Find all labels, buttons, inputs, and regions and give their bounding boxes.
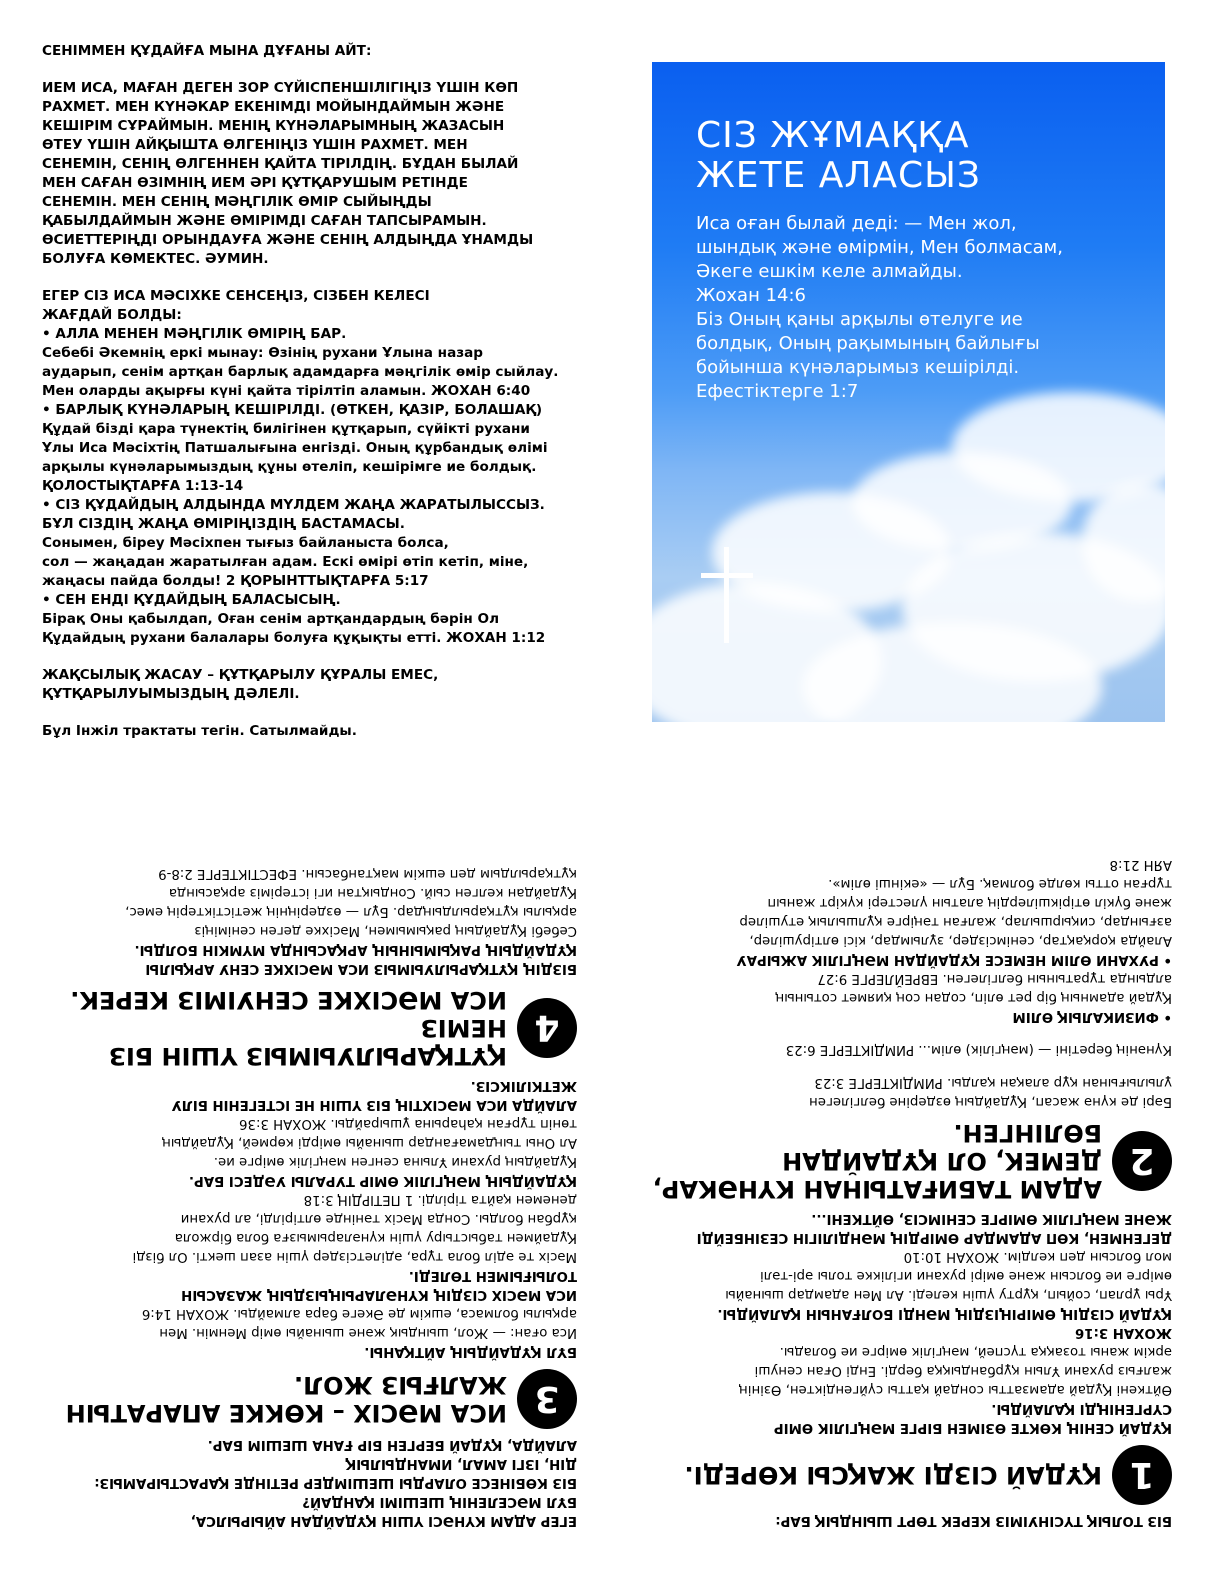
text-line: жалғыз рухани Ұлын құрбандыққа берді. Енді Оған сенуші bbox=[754, 1363, 1172, 1378]
prayer-line: КЕШІРІМ СҰРАЙМЫН. МЕНІҢ КҮНӘЛАРЫМНЫҢ ЖАЗАСЫН bbox=[42, 118, 505, 134]
body-line: жаңасы пайда болды! 2 ҚОРЫНТТЫҚТАРҒА 5:17 bbox=[42, 573, 429, 589]
text-line: • ФИЗИКАЛЫҚ ӨЛІМ bbox=[1012, 1009, 1172, 1024]
panel-truths-3-4 bbox=[32, 820, 577, 1530]
heading-3 bbox=[32, 1369, 577, 1429]
prayer-line: СЕНЕМІН. МЕН СЕНІҢ МӘҢГІЛІК ӨМІР СЫЙЫҢДЫ bbox=[42, 194, 432, 210]
body-line: • СІЗ ҚҰДАЙДЫҢ АЛДЫНДА МҮЛДЕМ ЖАҢА ЖАРАТЫЛЫССЫЗ. bbox=[42, 497, 545, 513]
cover-verse bbox=[696, 212, 1146, 404]
prayer-heading: СЕНІММЕН ҚҰДАЙҒА МЫНА ДҰҒАНЫ АЙТ: bbox=[42, 43, 372, 59]
body-line: Ұлы Иса Мәсіхтің Патшалығына енгізді. Оның құрбандық өлімі bbox=[42, 440, 548, 456]
text-line: құрбан болды. Сонда Мәсіх тәнінде өлтірілді, ал рухани bbox=[180, 1211, 577, 1226]
heading-text bbox=[32, 986, 507, 1070]
cover-title: СІЗ ЖҰМАҚҚА ЖЕТЕ АЛАСЫЗ bbox=[696, 115, 982, 196]
heading-line: ИСА МӘСІХКЕ СЕНУІМІЗ КЕРЕК. bbox=[70, 986, 507, 1014]
text-line: өмірге ие болсын және өмірі рухани игілікке толы әрі-тәлі bbox=[759, 1268, 1172, 1283]
text-line: азғындар, сиқыршылар, жалған тәңірге құлшылық етушілер bbox=[739, 914, 1172, 929]
text-line: ҚҰДАЙ СІЗДІҢ ӨМІРІҢІЗДІҢ МӘНДІ БОЛҒАНЫН ҚАЛАЙДЫ. bbox=[717, 1306, 1172, 1321]
text-line: денемен қайта тірілді. 1 ПЕТІРДІҢ 3:18 bbox=[303, 1192, 577, 1207]
text-line: БІЗДІҢ ҚҰТҚАРЫЛУЫМЫЗ ИСА МӘСІХКЕ СЕНУ АРҚЫЛЫ bbox=[145, 961, 577, 976]
cover-panel bbox=[652, 62, 1165, 722]
body-line: ҚОЛОСТЫҚТАРҒА 1:13-14 bbox=[42, 478, 244, 494]
text-line: Құдай адамның бір рет өліп, содан соң қиямет сотының bbox=[775, 990, 1172, 1005]
text-line: құтқарылдым деп ешкім мақтанбасын. ЕФЕСТІКТЕРГЕ 2:8-9 bbox=[158, 866, 577, 881]
text-line: төніп тұрған қаһарына ұшырайды. ЖОХАН 3:36 bbox=[239, 1116, 577, 1131]
cross-icon-bar bbox=[701, 573, 753, 578]
text-line: Өйткені Құдай адамзатты сондай қатты сүйгендіктен, Өзінің bbox=[739, 1382, 1172, 1397]
text-line: және бүкіл өтірікшілердің алатын үлестері күкірт жанып bbox=[767, 895, 1172, 910]
prayer-line: ӨТЕУ ҮШІН АЙҚЫШТА ӨЛГЕНІҢІЗ ҮШІН РАХМЕТ. МЕН bbox=[42, 137, 468, 153]
text-line: Құдаймен табыстыру үшін күнәларымызға бола біржола bbox=[174, 1230, 577, 1245]
heading-text bbox=[632, 1119, 1102, 1203]
number-badge: 4 bbox=[517, 998, 577, 1058]
text-line: Құдайдың рухани Ұлына сенген мәңгілік өмірге ие. bbox=[213, 1154, 577, 1169]
text-line: АЛАЙДА ИСА МӘСІХТІҢ БІЗ ҮШІН НЕ ІСТЕГЕНІН БІЛУ bbox=[171, 1097, 577, 1112]
text-line: мол болсын деп келдім. ЖОХАН 10:10 bbox=[903, 1249, 1172, 1264]
text-line: арқылы болмаса, ешкім де Әкеге бара алмайды. ЖОХАН 14:6 bbox=[141, 1306, 577, 1321]
text-line: ЖӘНЕ МӘҢГІЛІК ӨМІРГЕ СЕНІМСІЗ, ӨЙТКЕНІ... bbox=[811, 1211, 1172, 1226]
prayer-text bbox=[42, 79, 602, 269]
text-line: ТОЛЫҒЫМЕН ТӨЛЕДІ. bbox=[408, 1268, 577, 1283]
text-line: ЖЕТКІЛІКСІЗ. bbox=[470, 1078, 577, 1093]
intro-line: БІЗ ТОЛЫҚ ТҮСІНУІМІЗ КЕРЕК ТӨРТ ШЫНДЫҚ БАР: bbox=[775, 1513, 1172, 1528]
text-line: БҰЛ ҚҰДАЙДЫҢ АЙТҚАНЫ. bbox=[364, 1344, 577, 1359]
body-line: Бірақ Оны қабылдап, Оған сенім артқандардың бәрін Ол bbox=[42, 611, 500, 627]
prayer-line: БОЛУҒА КӨМЕКТЕС. ӘУМИН. bbox=[42, 251, 269, 267]
tract-footer: Бұл Інжіл трактаты тегін. Сатылмайды. bbox=[42, 723, 357, 739]
text-line: Бәрі де күнә жасап, Құдайдың өздеріне белгілеген bbox=[809, 1094, 1172, 1109]
text-line: Алайда қорқақтар, сенімсіздер, зұлымдар, кісі өлтірушілер, bbox=[749, 933, 1172, 948]
text-line: Иса оған: — Жол, шындық және шынайы өмір Менмін. Мен bbox=[159, 1325, 577, 1340]
text-line: БІЗ КӨБІНЕСЕ ОЛАРДЫ ШЕШІМДЕР РЕТІНДЕ ҚАРАСТЫРАМЫЗ: bbox=[94, 1475, 577, 1490]
verse-line: Әкеге ешкім келе алмайды. bbox=[696, 261, 963, 282]
heading-1 bbox=[632, 1445, 1172, 1505]
prayer-line: ҚАБЫЛДАЙМЫН ЖӘНЕ ӨМІРІМДІ САҒАН ТАПСЫРАМЫН. bbox=[42, 213, 487, 229]
cross-icon bbox=[724, 547, 729, 643]
heading-line: ДЕМЕК, ОЛ ҚҰДАЙДАН БӨЛІНГЕН. bbox=[782, 1119, 1102, 1175]
body-line: арқылы күнәларымыздың құны өтеліп, кешірімге ие болдық. bbox=[42, 459, 537, 475]
heading-line: АДАМ ТАБИҒАТЫНАН КҮНӘКАР, bbox=[652, 1175, 1102, 1203]
works-line: ЖАҚСЫЛЫҚ ЖАСАУ – ҚҰТҚАРЫЛУ ҚҰРАЛЫ ЕМЕС, bbox=[42, 667, 439, 683]
text-line: әркім жаны тозаққа түспей, мәңгілік өмірге ие болады. bbox=[779, 1344, 1172, 1359]
prayer-line: ӨСИЕТТЕРІҢДІ ОРЫНДАУҒА ЖӘНЕ СЕНІҢ АЛДЫҢДА ҰНАМДЫ bbox=[42, 232, 534, 248]
text-line: алдында тұратынын белгілеген. ЕВРЕЙЛЕРГЕ 9:27 bbox=[817, 971, 1172, 986]
text-line: ЕГЕР АДАМ КҮНӘСІ ҮШІН ҚҰДАЙДАН АЙЫРЫЛСА, bbox=[190, 1513, 577, 1528]
if-believe-block bbox=[42, 287, 602, 648]
body-line: • СЕН ЕНДІ ҚҰДАЙДЫҢ БАЛАСЫСЫҢ. bbox=[42, 592, 341, 608]
body-line: сол — жаңадан жаратылған адам. Ескі өмірі өтіп кетіп, міне, bbox=[42, 554, 529, 570]
panel-truths-1-2 bbox=[632, 820, 1172, 1530]
text-line: Ұры ұрлап, сойып, құрту үшін келеді. Ал Мен адамдар шынайы bbox=[725, 1287, 1172, 1302]
text-line: ДІН, ІЗГІ АМАЛ, ИМАНДЫЛЫҚ bbox=[345, 1456, 577, 1471]
text-line: ИСА МӘСІХ СІЗДІҢ КҮНӘЛАРЫҢЫЗДЫҢ ЖАЗАСЫН bbox=[181, 1287, 577, 1302]
verse-line: Жохан 14:6 bbox=[696, 285, 806, 306]
text-line: Ал Оны тыңдамағандар шынайы өмірді көрмей, Құдайдың bbox=[162, 1135, 577, 1150]
number-badge: 2 bbox=[1112, 1131, 1172, 1191]
heading-line: ИСА МӘСІХ – КӨККЕ АПАРАТЫН bbox=[65, 1399, 507, 1427]
text-line: Мәсіх те әділ бола тұра, әділетсіздер үшін азап шекті. Ол бізді bbox=[132, 1249, 577, 1264]
number-badge: 3 bbox=[517, 1369, 577, 1429]
verse-line: Ефестіктерге 1:7 bbox=[696, 381, 859, 402]
text-line: ҚҰДАЙДЫҢ РАҚЫМЫНЫҢ АРҚАСЫНДА МҮМКІН БОЛДЫ. bbox=[134, 942, 577, 957]
if-line: ЖАҒДАЙ БОЛДЫ: bbox=[42, 307, 182, 323]
prayer-line: СЕНЕМІН, СЕНІҢ ӨЛГЕННЕН ҚАЙТА ТІРІЛДІҢ. БҰДАН БЫЛАЙ bbox=[42, 156, 519, 172]
heading-line: ҚҰТҚАРЫЛУЫМЫЗ ҮШІН БІЗ НЕМІЗ bbox=[108, 1014, 507, 1070]
number-badge: 1 bbox=[1112, 1445, 1172, 1505]
body-line: • БАРЛЫҚ КҮНӘЛАРЫҢ КЕШІРІЛДІ. (ӨТКЕН, ҚАЗІР, БОЛАШАҚ) bbox=[42, 402, 543, 418]
text-line: арқылы құтқарылдыңдар. Бұл — өздеріңнің жетістіктерің емес, bbox=[125, 904, 577, 919]
works-line: ҚҰТҚАРЫЛУЫМЫЗДЫҢ ДӘЛЕЛІ. bbox=[42, 686, 300, 702]
text-line: Құдайдан келген сый. Сондықтан игі істеріміз арқасында bbox=[168, 885, 577, 900]
text-line: тұрған отты көлде болмақ. Бұл — «екінші өлім». bbox=[828, 876, 1172, 891]
body-line: БҰЛ СІЗДІҢ ЖАҢА ӨМІРІҢІЗДІҢ БАСТАМАСЫ. bbox=[42, 516, 405, 532]
works-block bbox=[42, 666, 602, 704]
text-line: ҚҰДАЙДЫҢ МӘҢГІЛІК ӨМІР ТУРАЛЫ УӘДЕСІ БАР. bbox=[189, 1173, 577, 1188]
text-line: ДЕГЕНМЕН, КӨП АДАМДАР ӨМІРДІҢ МӘНДІЛІГІН СЕЗІНБЕЙДІ bbox=[696, 1230, 1172, 1245]
text-line: ҚҰДАЙ СЕНІҢ КӨКТЕ ӨЗІМЕН БІРГЕ МӘҢГІЛІК ӨМІР bbox=[773, 1420, 1172, 1435]
text-line: Себебі Құдайдың рақымымен, Мәсіхке деген сеніміңіз bbox=[194, 923, 577, 938]
heading-line: ЖАЛҒЫЗ ЖОЛ. bbox=[294, 1371, 507, 1399]
body-line: • АЛЛА МЕНЕН МӘҢГІЛІК ӨМІРІҢ БАР. bbox=[42, 326, 347, 342]
body-line: Себебі Әкемнің еркі мынау: Өзінің рухани Ұлына назар bbox=[42, 345, 484, 361]
heading-text bbox=[66, 1371, 507, 1427]
prayer-line: ИЕМ ИСА, МАҒАН ДЕГЕН ЗОР СҮЙІСПЕНШІЛІГІҢІЗ ҮШІН КӨП bbox=[42, 80, 519, 96]
verse-line: Иса оған былай деді: — Мен жол, bbox=[696, 213, 1017, 234]
heading-4 bbox=[32, 986, 577, 1070]
verse-line: Біз Оның қаны арқылы өтелуге ие bbox=[696, 309, 1023, 330]
verse-line: бойынша күнәларымыз кешірілді. bbox=[696, 357, 1020, 378]
prayer-section bbox=[42, 42, 602, 759]
text-line: СҮРГЕНІҢДІ ҚАЛАЙДЫ. bbox=[991, 1401, 1172, 1416]
prayer-line: РАХМЕТ. МЕН КҮНӘКАР ЕКЕНІМДІ МОЙЫНДАЙМЫН ЖӘНЕ bbox=[42, 99, 505, 115]
body-line: Сонымен, біреу Мәсіхпен тығыз байланыста болса, bbox=[42, 535, 449, 551]
body-line: Мен оларды ақырғы күні қайта тірілтіп аламын. ЖОХАН 6:40 bbox=[42, 383, 531, 399]
body-line: Құдайдың рухани балалары болуға құқықты етті. ЖОХАН 1:12 bbox=[42, 630, 546, 646]
heading-2 bbox=[632, 1119, 1172, 1203]
text-line: АЛАЙДА, ҚҰДАЙ БЕРГЕН БІР ҒАНА ШЕШІМ БАР. bbox=[207, 1437, 577, 1452]
verse-line: шындық және өмірмін, Мен болмасам, bbox=[696, 237, 1063, 258]
if-line: ЕГЕР СІЗ ИСА МӘСІХКЕ СЕНСЕҢІЗ, СІЗБЕН КЕЛЕСІ bbox=[42, 288, 430, 304]
heading-text: ҚҰДАЙ СІЗДІ ЖАҚСЫ КӨРЕДІ. bbox=[684, 1461, 1102, 1489]
prayer-line: МЕН САҒАН ӨЗІМНІҢ ИЕМ ӘРІ ҚҰТҚАРУШЫМ РЕТІНДЕ bbox=[42, 175, 468, 191]
body-line: Құдай бізді қара түнектің билігінен құтқарып, сүйікті рухани bbox=[42, 421, 530, 437]
text-line: АЯН 21:8 bbox=[1109, 857, 1172, 872]
text-line: ЖОХАН 3:16 bbox=[1075, 1325, 1172, 1340]
text-line: • РУХАНИ ӨЛІМ НЕМЕСЕ ҚҰДАЙДАН МӘҢГІЛІК АЖЫРАУ bbox=[736, 952, 1172, 967]
text-line: ұлылығынан құр алақан қалды. РИМДІКТЕРГЕ 3:23 bbox=[814, 1075, 1172, 1090]
body-line: аударып, сенім артқан барлық адамдарға мәңгілік өмір сыйлау. bbox=[42, 364, 559, 380]
text-line: Күнәнің беретіні — (мәңгілік) өлім... РИМДІКТЕРГЕ 6:23 bbox=[785, 1042, 1172, 1057]
verse-line: болдық, Оның рақымының байлығы bbox=[696, 333, 1040, 354]
text-line: БҰЛ МӘСЕЛЕНІҢ ШЕШІМІ ҚАНДАЙ? bbox=[302, 1494, 577, 1509]
